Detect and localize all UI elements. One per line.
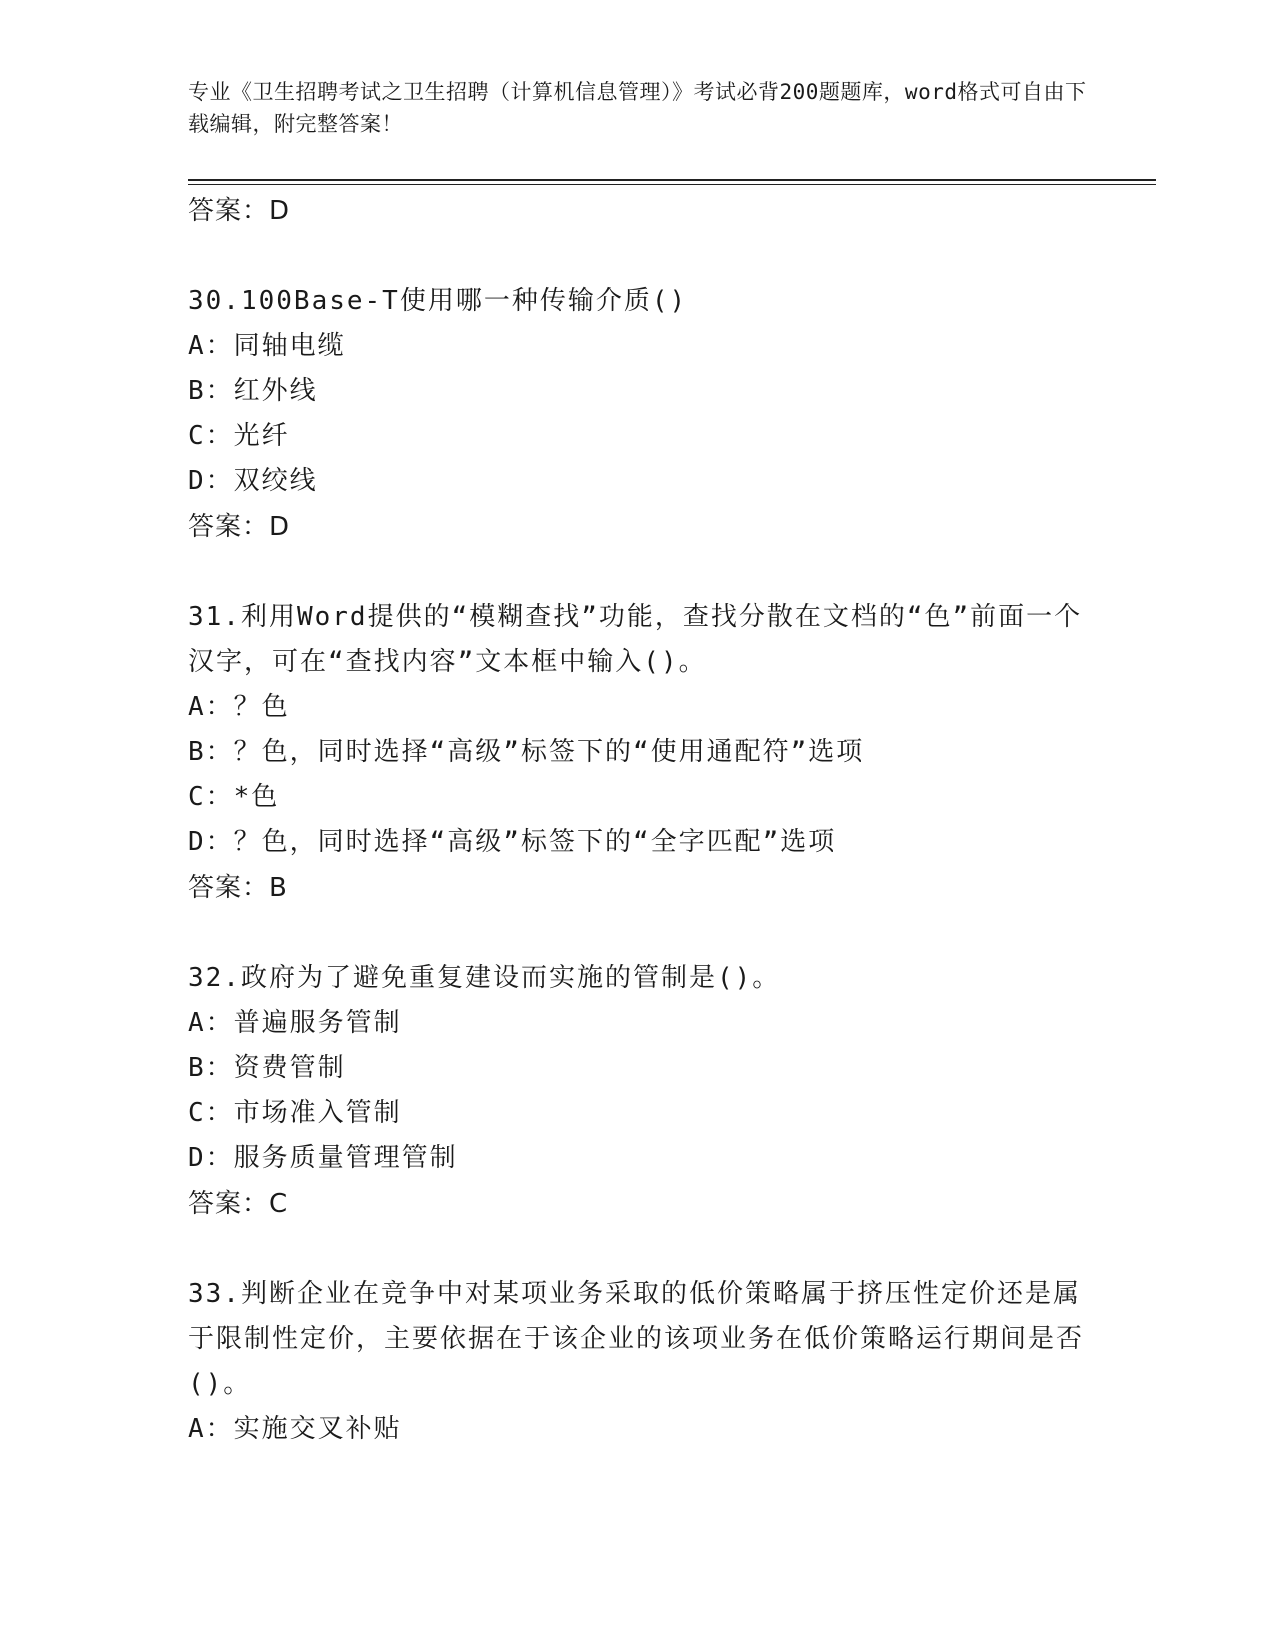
option-a: A：实施交叉补贴 <box>188 1414 402 1444</box>
option-b: B：红外线 <box>188 376 318 406</box>
header-divider-thin <box>188 184 1156 185</box>
option-b: B：？色，同时选择“高级”标签下的“使用通配符”选项 <box>188 737 865 767</box>
option-d: D：？色，同时选择“高级”标签下的“全字匹配”选项 <box>188 827 837 857</box>
option-c: C：光纤 <box>188 421 290 451</box>
option-d: D：双绞线 <box>188 466 318 496</box>
option-a: A：普遍服务管制 <box>188 1008 402 1038</box>
option-b: B：资费管制 <box>188 1053 346 1083</box>
answer-line: 答案：C <box>188 1189 289 1219</box>
answer-line: 答案：D <box>188 512 291 542</box>
document-header: 专业《卫生招聘考试之卫生招聘（计算机信息管理）》考试必背200题题库，word格式可自由下载编辑，附完整答案！ <box>188 80 1087 136</box>
header-divider-thick <box>188 179 1156 181</box>
question-30 <box>188 279 1088 550</box>
answer-line: 答案：B <box>188 873 288 903</box>
option-c: C：*色 <box>188 782 280 812</box>
question-stem: 32.政府为了避免重复建设而实施的管制是()。 <box>188 963 781 993</box>
question-stem: 31.利用Word提供的“模糊查找”功能，查找分散在文档的“色”前面一个汉字，可在“查找内容”文本框中输入()。 <box>188 602 1083 677</box>
question-32 <box>188 956 1088 1227</box>
option-a: A：同轴电缆 <box>188 331 346 361</box>
answer-line: 答案：D <box>188 196 291 226</box>
option-a: A：？色 <box>188 692 290 722</box>
question-stem: 30.100Base-T使用哪一种传输介质() <box>188 286 688 316</box>
option-d: D：服务质量管理管制 <box>188 1143 458 1173</box>
question-33 <box>188 1272 1088 1452</box>
option-c: C：市场准入管制 <box>188 1098 402 1128</box>
question-list <box>188 188 1088 1452</box>
question-stem: 33.判断企业在竞争中对某项业务采取的低价策略属于挤压性定价还是属于限制性定价，主要依据在于该企业的该项业务在低价策略运行期间是否()。 <box>188 1279 1085 1399</box>
question-31 <box>188 595 1088 911</box>
